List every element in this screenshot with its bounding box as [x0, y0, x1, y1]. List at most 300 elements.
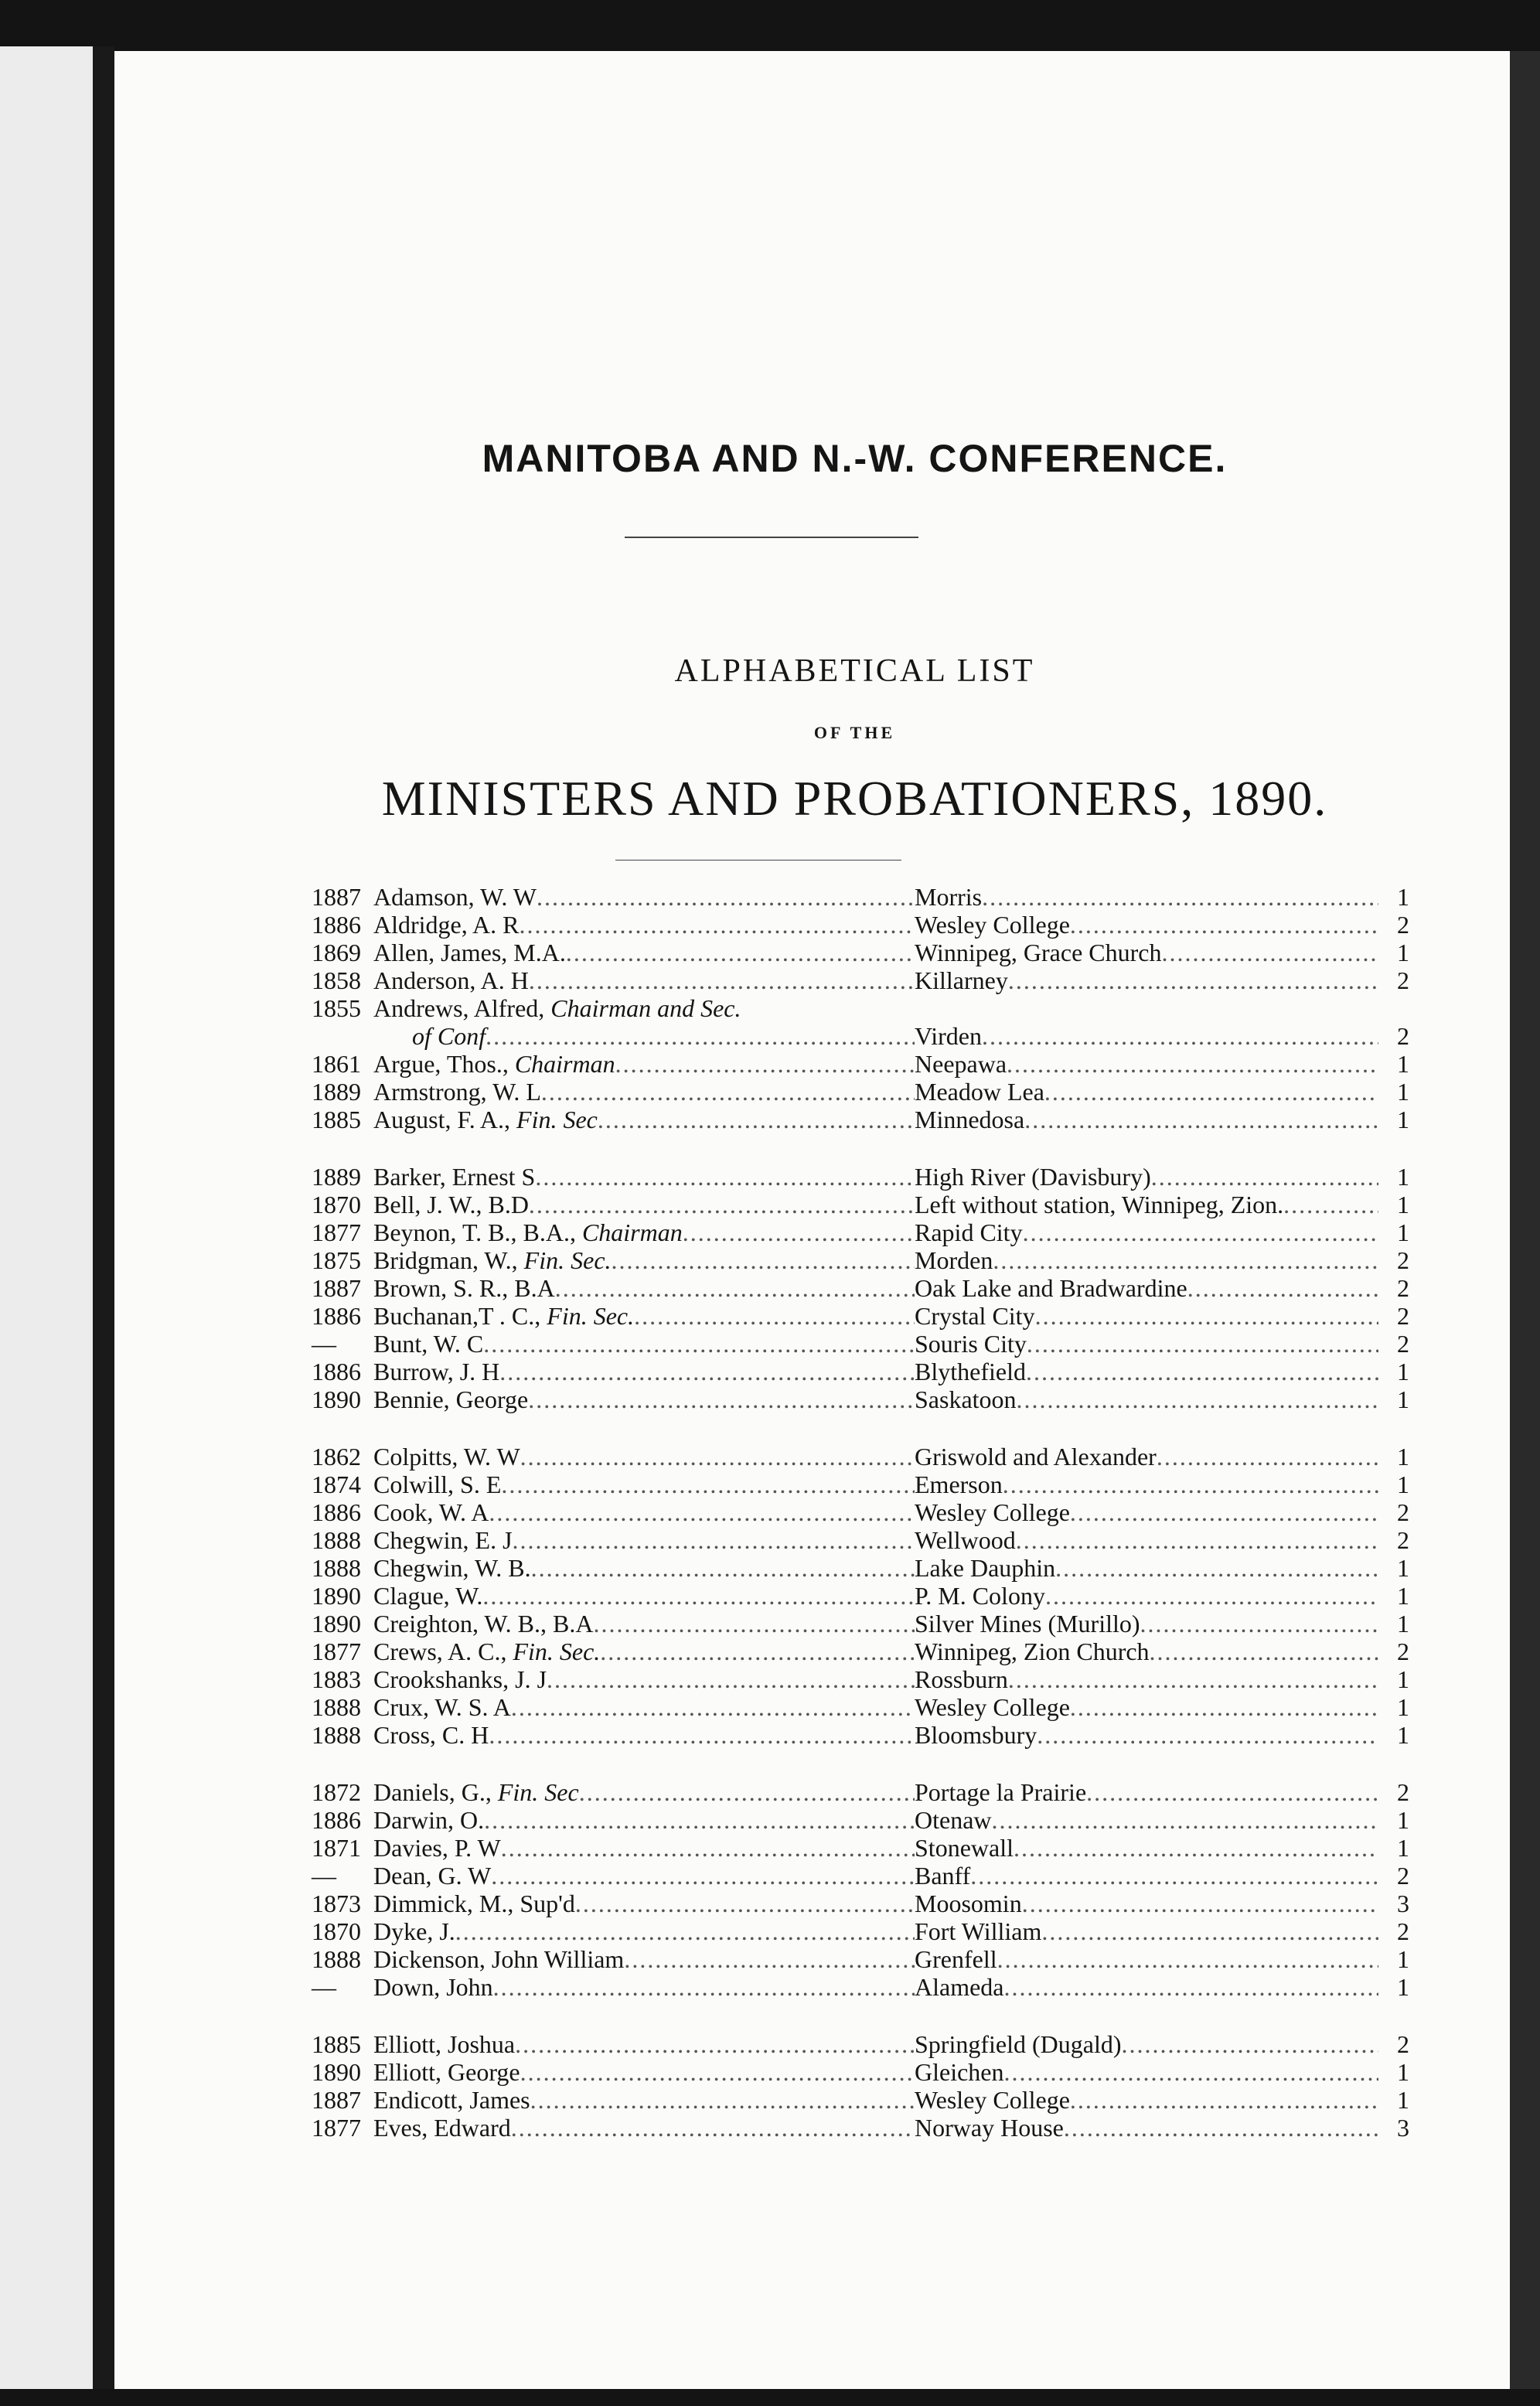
- leader-dots: [1037, 1721, 1378, 1749]
- entry-station-cell: [915, 1022, 1378, 1050]
- list-entry: [312, 1917, 1409, 1945]
- entry-name: Colwill, S. E: [373, 1471, 502, 1498]
- entry-year: 1885: [312, 1106, 361, 1133]
- entry-year: 1886: [312, 1358, 361, 1385]
- entry-years-on-station: 1: [1397, 1582, 1409, 1610]
- letter-group-a: [312, 883, 1409, 1133]
- entry-station: Silver Mines (Murillo): [915, 1610, 1140, 1638]
- leader-dots: [520, 1443, 915, 1471]
- entry-year: 1887: [312, 2086, 361, 2114]
- leader-dots: [1122, 2030, 1379, 2058]
- entry-station: Banff: [915, 1862, 971, 1890]
- entry-name-cell: [373, 1330, 915, 1358]
- entry-station: Wellwood: [915, 1526, 1016, 1554]
- entry-station-cell: [915, 1191, 1378, 1218]
- entry-years-on-station: 1: [1397, 1218, 1409, 1246]
- entry-year: 1890: [312, 1582, 361, 1610]
- entry-station-cell: [915, 1582, 1378, 1610]
- entry-year: 1870: [312, 1191, 361, 1218]
- title-rule-bottom: [615, 860, 901, 861]
- leader-dots: [1014, 1834, 1378, 1862]
- entry-name-cell: [373, 1890, 915, 1917]
- leader-dots: [511, 1693, 915, 1721]
- entry-station: Virden: [915, 1022, 982, 1050]
- entry-station: Rossburn: [915, 1665, 1008, 1693]
- list-entry: [312, 1078, 1409, 1106]
- entry-name-cell: [373, 1834, 915, 1862]
- entry-station: Saskatoon: [915, 1385, 1017, 1413]
- entry-station-cell: [915, 911, 1378, 939]
- entry-year: 1890: [312, 1385, 361, 1413]
- leader-dots: [1161, 939, 1378, 966]
- list-entry: [312, 994, 1409, 1022]
- leader-dots: [555, 1274, 915, 1302]
- entry-years-on-station: 1: [1397, 1806, 1409, 1834]
- leader-dots: [1283, 1191, 1378, 1218]
- entry-station-cell: [915, 1246, 1378, 1274]
- entry-name: Chegwin, E. J: [373, 1526, 513, 1554]
- leader-dots: [1016, 1526, 1378, 1554]
- leader-dots: [1023, 1218, 1378, 1246]
- list-entry: [312, 1638, 1409, 1665]
- entry-year: 1877: [312, 2114, 361, 2142]
- entry-name-cell: [373, 1945, 915, 1973]
- leader-dots: [531, 1554, 915, 1582]
- entry-station: Neepawa: [915, 1050, 1007, 1078]
- entry-years-on-station: 1: [1397, 2058, 1409, 2086]
- entry-name-cell: [373, 2086, 915, 2114]
- entry-name-cell: [373, 911, 915, 939]
- entry-office: Chairman: [508, 1050, 615, 1078]
- entry-name: Beynon, T. B., B.A.,: [373, 1218, 576, 1246]
- list-entry: [312, 939, 1409, 966]
- entry-name: Eves, Edward: [373, 2114, 511, 2142]
- entry-year: 1890: [312, 2058, 361, 2086]
- entry-year: 1889: [312, 1163, 361, 1191]
- entry-office: Fin. Sec.: [540, 1302, 635, 1330]
- letter-group-b: [312, 1163, 1409, 1413]
- entry-station: Meadow Lea: [915, 1078, 1044, 1106]
- leader-dots: [1070, 911, 1378, 939]
- entry-station-cell: [915, 1721, 1378, 1749]
- entry-name: Buchanan,T . C.,: [373, 1302, 541, 1330]
- entry-year: 1886: [312, 1806, 361, 1834]
- entry-years-on-station: 2: [1397, 1498, 1409, 1526]
- leader-dots: [1007, 1050, 1378, 1078]
- entry-station-cell: [915, 1665, 1378, 1693]
- leader-dots: [1064, 2114, 1378, 2142]
- entry-station: Winnipeg, Zion Church: [915, 1638, 1150, 1665]
- leader-dots: [593, 1610, 915, 1638]
- entry-name: August, F. A.,: [373, 1106, 511, 1133]
- entry-name: Crux, W. S. A: [373, 1693, 511, 1721]
- entry-years-on-station: 3: [1397, 1890, 1409, 1917]
- entry-years-on-station: 1: [1397, 1443, 1409, 1471]
- leader-dots: [1024, 1106, 1378, 1133]
- entry-year: 1877: [312, 1638, 361, 1665]
- entry-station: Emerson: [915, 1471, 1003, 1498]
- leader-dots: [1086, 1778, 1378, 1806]
- entry-station-cell: [915, 1106, 1378, 1133]
- entry-year: 1888: [312, 1693, 361, 1721]
- list-entry: [312, 1498, 1409, 1526]
- entry-office: of Conf: [412, 1022, 486, 1050]
- entry-years-on-station: 1: [1397, 1078, 1409, 1106]
- entry-name: Dickenson, John William: [373, 1945, 625, 1973]
- leader-dots: [511, 2114, 915, 2142]
- list-entry: [312, 1050, 1409, 1078]
- entry-name-cell: [373, 2030, 915, 2058]
- list-entry: [312, 1526, 1409, 1554]
- entry-station: Wesley College: [915, 911, 1070, 939]
- entry-name-cell: [373, 1078, 915, 1106]
- entry-name: Crookshanks, J. J: [373, 1665, 547, 1693]
- entry-station: Morden: [915, 1246, 993, 1274]
- entry-name: Davies, P. W: [373, 1834, 501, 1862]
- leader-dots: [624, 1945, 915, 1973]
- leader-dots: [575, 1890, 915, 1917]
- entry-years-on-station: 2: [1397, 2030, 1409, 2058]
- leader-dots: [1017, 1385, 1378, 1413]
- entry-name-cell: [373, 1778, 915, 1806]
- entry-station: Minnedosa: [915, 1106, 1025, 1133]
- entry-years-on-station: 2: [1397, 1638, 1409, 1665]
- leader-dots: [1041, 1917, 1378, 1945]
- leader-dots: [1187, 1274, 1378, 1302]
- list-entry: [312, 1778, 1409, 1806]
- entry-office: Fin. Sec: [491, 1778, 579, 1806]
- list-entry: [312, 1806, 1409, 1834]
- list-entry: [312, 2114, 1409, 2142]
- entry-station: Otenaw: [915, 1806, 992, 1834]
- entry-station: Souris City: [915, 1330, 1027, 1358]
- document-page: [114, 51, 1510, 2389]
- leader-dots: [600, 1638, 915, 1665]
- entry-name: Colpitts, W. W: [373, 1443, 520, 1471]
- entry-years-on-station: 1: [1397, 2086, 1409, 2114]
- entry-name-cell: [373, 966, 915, 994]
- leader-dots: [566, 939, 915, 966]
- entry-years-on-station: 1: [1397, 1050, 1409, 1078]
- entry-year: —: [312, 1330, 336, 1358]
- entry-name-cell: [373, 1246, 915, 1274]
- list-entry: [312, 1721, 1409, 1749]
- list-entry: [312, 1246, 1409, 1274]
- entry-office: Chairman: [575, 1218, 683, 1246]
- leader-dots: [537, 883, 915, 911]
- entry-years-on-station: 1: [1397, 1973, 1409, 2001]
- list-entry: [312, 1945, 1409, 1973]
- entry-name-cell: [373, 1302, 915, 1330]
- entry-station: Crystal City: [915, 1302, 1035, 1330]
- entry-year: 1862: [312, 1443, 361, 1471]
- leader-dots: [1004, 2058, 1379, 2086]
- entry-name: Adamson, W. W: [373, 883, 537, 911]
- entry-station-cell: [915, 1050, 1378, 1078]
- leader-dots: [598, 1106, 915, 1133]
- entry-station-cell: [915, 2086, 1378, 2114]
- adjacent-page-edge: [0, 46, 93, 2389]
- leader-dots: [482, 1582, 915, 1610]
- entry-office: Fin. Sec.: [517, 1246, 612, 1274]
- entry-name-cell: [373, 1638, 915, 1665]
- entry-years-on-station: 1: [1397, 939, 1409, 966]
- leader-dots: [501, 1471, 915, 1498]
- entry-year: —: [312, 1973, 336, 2001]
- entry-station-cell: [915, 1638, 1378, 1665]
- page-gutter: [93, 46, 114, 2389]
- entry-year: 1872: [312, 1778, 361, 1806]
- entry-name: Darwin, O.: [373, 1806, 485, 1834]
- entry-year: 1888: [312, 1721, 361, 1749]
- entry-name-cell: [373, 1050, 915, 1078]
- list-entry: [312, 883, 1409, 911]
- entry-station-cell: [915, 1526, 1378, 1554]
- entry-name-cell: [373, 1526, 915, 1554]
- entry-station: Left without station, Winnipeg, Zion.: [915, 1191, 1284, 1218]
- leader-dots: [997, 1945, 1378, 1973]
- entry-name: Brown, S. R., B.A: [373, 1274, 555, 1302]
- list-entry: [312, 1358, 1409, 1385]
- leader-dots: [530, 2086, 915, 2114]
- entry-years-on-station: 2: [1397, 1302, 1409, 1330]
- list-entry: [312, 1665, 1409, 1693]
- entry-station-cell: [915, 1471, 1378, 1498]
- entry-years-on-station: 1: [1397, 1106, 1409, 1133]
- entry-station-cell: [915, 1330, 1378, 1358]
- entry-year: 1888: [312, 1554, 361, 1582]
- entry-years-on-station: 2: [1397, 1526, 1409, 1554]
- leader-dots: [1008, 966, 1378, 994]
- entry-station: Stonewall: [915, 1834, 1014, 1862]
- entry-station: Griswold and Alexander: [915, 1443, 1157, 1471]
- entry-station: Morris: [915, 883, 983, 911]
- leader-dots: [541, 1078, 915, 1106]
- entry-years-on-station: 3: [1397, 2114, 1409, 2142]
- entry-years-on-station: 1: [1397, 1721, 1409, 1749]
- list-entry: [312, 1022, 1409, 1050]
- entry-station: Portage la Prairie: [915, 1778, 1087, 1806]
- entry-name: Anderson, A. H: [373, 966, 529, 994]
- entry-name: Barker, Ernest S: [373, 1163, 536, 1191]
- entry-years-on-station: 2: [1397, 1778, 1409, 1806]
- leader-dots: [486, 1022, 915, 1050]
- entry-name: Dyke, J.: [373, 1917, 455, 1945]
- entry-station: High River (Davisbury): [915, 1163, 1151, 1191]
- entry-name-cell: [373, 1610, 915, 1638]
- entry-station-cell: [915, 1917, 1378, 1945]
- entry-name: Elliott, George: [373, 2058, 520, 2086]
- entry-years-on-station: 2: [1397, 1246, 1409, 1274]
- leader-dots: [1055, 1554, 1378, 1582]
- entry-station: Wesley College: [915, 1693, 1070, 1721]
- entry-years-on-station: 1: [1397, 1945, 1409, 1973]
- entry-name: Cross, C. H: [373, 1721, 489, 1749]
- entry-name-cell: [373, 2058, 915, 2086]
- entry-name-cell: [373, 1582, 915, 1610]
- entry-station: Wesley College: [915, 2086, 1070, 2114]
- entry-year: 1887: [312, 883, 361, 911]
- entry-years-on-station: 1: [1397, 1358, 1409, 1385]
- entry-year: 1873: [312, 1890, 361, 1917]
- entry-year: 1883: [312, 1665, 361, 1693]
- entry-year: 1871: [312, 1834, 361, 1862]
- entry-name-cell: [373, 2114, 915, 2142]
- entry-year: 1890: [312, 1610, 361, 1638]
- letter-group-e: [312, 2030, 1409, 2142]
- entry-name-cell: [373, 1498, 915, 1526]
- entry-year: 1886: [312, 1498, 361, 1526]
- title-rule-top: [625, 537, 918, 538]
- entry-station-cell: [915, 1358, 1378, 1385]
- leader-dots: [1035, 1302, 1378, 1330]
- leader-dots: [491, 1862, 915, 1890]
- entry-station-cell: [915, 1218, 1378, 1246]
- list-entry: [312, 1274, 1409, 1302]
- list-entry: [312, 1191, 1409, 1218]
- entry-station-cell: [915, 1554, 1378, 1582]
- list-entry: [312, 1443, 1409, 1471]
- entry-station: P. M. Colony: [915, 1582, 1045, 1610]
- leader-dots: [489, 1721, 915, 1749]
- leader-dots: [499, 1358, 915, 1385]
- list-entry: [312, 1582, 1409, 1610]
- entry-year: 1886: [312, 911, 361, 939]
- entry-station-cell: [915, 939, 1378, 966]
- leader-dots: [529, 966, 915, 994]
- entry-year: 1858: [312, 966, 361, 994]
- entry-years-on-station: 1: [1397, 1554, 1409, 1582]
- entry-station-cell: [915, 1443, 1378, 1471]
- entry-name: Down, John: [373, 1973, 493, 2001]
- entry-name-cell: [373, 1471, 915, 1498]
- entry-station: Rapid City: [915, 1218, 1023, 1246]
- entry-station-cell: [915, 966, 1378, 994]
- entry-year: 1886: [312, 1302, 361, 1330]
- entry-name-cell: [373, 1358, 915, 1385]
- list-entry: [312, 1554, 1409, 1582]
- letter-group-d: [312, 1778, 1409, 2001]
- entry-station: Blythefield: [915, 1358, 1026, 1385]
- entry-name-cell: [373, 994, 915, 1022]
- entry-year: 1874: [312, 1471, 361, 1498]
- list-entry: [312, 1330, 1409, 1358]
- entry-station: Winnipeg, Grace Church: [915, 939, 1162, 966]
- entry-station-cell: [915, 1890, 1378, 1917]
- leader-dots: [993, 1246, 1378, 1274]
- leader-dots: [1140, 1610, 1378, 1638]
- list-entry: [312, 966, 1409, 994]
- entry-name: Allen, James, M.A.: [373, 939, 566, 966]
- leader-dots: [519, 911, 915, 939]
- entry-year: 1885: [312, 2030, 361, 2058]
- entry-years-on-station: 2: [1397, 966, 1409, 994]
- entry-station: Killarney: [915, 966, 1008, 994]
- entry-year: 1870: [312, 1917, 361, 1945]
- leader-dots: [1026, 1358, 1378, 1385]
- entry-station-cell: [915, 1302, 1378, 1330]
- entry-name: Clague, W.: [373, 1582, 483, 1610]
- leader-dots: [1045, 1582, 1378, 1610]
- leader-dots: [1044, 1078, 1378, 1106]
- conference-title: MANITOBA AND N.-W. CONFERENCE.: [482, 437, 1228, 480]
- list-title: ALPHABETICAL LIST: [674, 653, 1035, 689]
- leader-dots: [992, 1806, 1378, 1834]
- list-entry: [312, 1862, 1409, 1890]
- entry-name-cell: [373, 1693, 915, 1721]
- entry-station-cell: [915, 1806, 1378, 1834]
- entry-name-cell: [373, 1385, 915, 1413]
- entry-year: 1877: [312, 1218, 361, 1246]
- letter-group-c: [312, 1443, 1409, 1749]
- entry-station-cell: [915, 883, 1378, 911]
- entry-years-on-station: 2: [1397, 911, 1409, 939]
- list-entry: [312, 1302, 1409, 1330]
- entry-station-cell: [915, 1945, 1378, 1973]
- entry-years-on-station: 2: [1397, 1917, 1409, 1945]
- entry-years-on-station: 2: [1397, 1022, 1409, 1050]
- leader-dots: [493, 1973, 915, 2001]
- entry-year: 1875: [312, 1246, 361, 1274]
- leader-dots: [489, 1498, 915, 1526]
- leader-dots: [634, 1302, 915, 1330]
- entry-station: Oak Lake and Bradwardine: [915, 1274, 1187, 1302]
- leader-dots: [982, 883, 1378, 911]
- entry-station-cell: [915, 1973, 1378, 2001]
- entry-office: Fin. Sec.: [506, 1638, 601, 1665]
- leader-dots: [501, 1834, 915, 1862]
- entry-name-cell: [373, 1862, 915, 1890]
- list-entry: [312, 2030, 1409, 2058]
- entry-station: Grenfell: [915, 1945, 997, 1973]
- entry-station-cell: [915, 1078, 1378, 1106]
- entry-name: Argue, Thos.,: [373, 1050, 509, 1078]
- entry-station-cell: [915, 1498, 1378, 1526]
- entry-name-cell: [373, 1218, 915, 1246]
- entry-station: Fort William: [915, 1917, 1042, 1945]
- entry-year: 1861: [312, 1050, 361, 1078]
- leader-dots: [1150, 1638, 1378, 1665]
- main-title: MINISTERS AND PROBATIONERS, 1890.: [381, 771, 1328, 826]
- leader-dots: [1151, 1163, 1378, 1191]
- entry-name: Chegwin, W. B.: [373, 1554, 531, 1582]
- leader-dots: [579, 1778, 915, 1806]
- entry-years-on-station: 1: [1397, 1471, 1409, 1498]
- leader-dots: [528, 1385, 915, 1413]
- entry-name: Endicott, James: [373, 2086, 530, 2114]
- entry-station: Lake Dauphin: [915, 1554, 1056, 1582]
- entry-name-cell: [373, 1665, 915, 1693]
- ministers-list: [312, 883, 1409, 2171]
- entry-name: Dimmick, M., Sup'd: [373, 1890, 575, 1917]
- list-entry: [312, 1890, 1409, 1917]
- leader-dots: [1004, 1973, 1379, 2001]
- leader-dots: [683, 1218, 915, 1246]
- entry-station-cell: [915, 1834, 1378, 1862]
- leader-dots: [1157, 1443, 1378, 1471]
- leader-dots: [1003, 1471, 1378, 1498]
- entry-name: Bennie, George: [373, 1385, 529, 1413]
- list-entry: [312, 1218, 1409, 1246]
- leader-dots: [535, 1163, 915, 1191]
- entry-years-on-station: 2: [1397, 1330, 1409, 1358]
- leader-dots: [1070, 2086, 1378, 2114]
- list-entry: [312, 1973, 1409, 2001]
- entry-year: 1889: [312, 1078, 361, 1106]
- entry-name: Bridgman, W.,: [373, 1246, 518, 1274]
- entry-name: Elliott, Joshua: [373, 2030, 516, 2058]
- entry-name-cell: [373, 1106, 915, 1133]
